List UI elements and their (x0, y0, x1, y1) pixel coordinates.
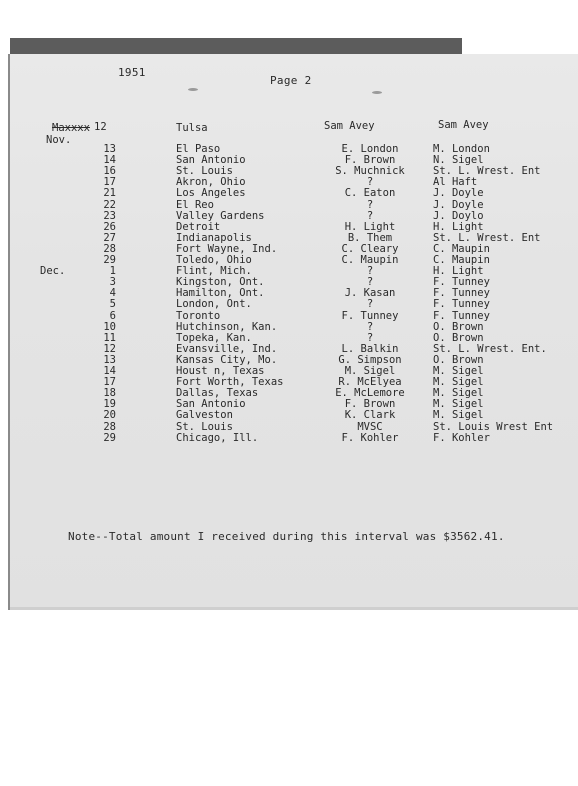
city-cell: Indianapolis (176, 231, 252, 244)
promoter-b-cell: St. L. Wrest. Ent (433, 165, 541, 178)
table-row (10, 200, 578, 211)
punch-mark (372, 91, 382, 94)
day-cell: 13 (103, 353, 116, 366)
table-row (10, 266, 578, 277)
table-row (10, 433, 578, 444)
promoter-b-cell: F. Tunney (433, 287, 490, 300)
table-row (10, 288, 578, 299)
city-cell: Kingston, Ont. (176, 276, 265, 289)
day-cell: 21 (103, 187, 116, 200)
promoter-a-cell: MVSC (357, 420, 383, 433)
table-row (10, 255, 578, 266)
promoter-a-cell: F. Kohler (341, 431, 399, 444)
promoter-b-cell: F. Kohler (433, 431, 490, 444)
table-row (10, 166, 578, 177)
promoter-b-cell: H. Light (433, 220, 484, 233)
city-cell: San Antonio (176, 398, 246, 411)
promoter-b-cell: M. Sigel (433, 398, 484, 411)
promoter-b-cell: C. Maupin (433, 242, 490, 255)
promoter-b-cell: C. Maupin (433, 254, 490, 266)
promoter-a-cell: ? (366, 331, 374, 344)
promoter-b-cell: J. Doyle (433, 187, 484, 200)
promoter-a-cell: ? (366, 209, 374, 222)
city-cell: St. Louis (176, 165, 233, 178)
table-row (10, 410, 578, 421)
day-cell: 12 (103, 342, 116, 355)
typed-page (8, 54, 578, 610)
promoter-b-cell: J. Doylo (433, 209, 484, 222)
promoter-b-cell: F. Tunney (433, 309, 490, 322)
city-cell: Topeka, Kan. (176, 331, 252, 344)
promoter-a-cell: R. McElyea (338, 376, 402, 389)
promoter-a-cell: S. Muchnick (335, 165, 405, 178)
table-row (10, 299, 578, 310)
city-cell: Dallas, Texas (176, 387, 259, 400)
day-cell: 17 (103, 176, 116, 189)
city-cell: Galveston (176, 409, 233, 422)
city-cell: Akron, Ohio (176, 176, 246, 189)
crossed-out-month: Maxxxx (52, 122, 90, 134)
punch-mark (188, 88, 198, 91)
day-cell: 5 (109, 298, 116, 311)
city-cell: St. Louis (176, 420, 233, 433)
promoter-a-cell: ? (366, 198, 374, 211)
promoter-a-cell: M. Sigel (344, 365, 396, 377)
promoter-b-cell: F. Tunney (433, 276, 490, 289)
city-cell: London, Ont. (176, 298, 252, 311)
promoter-b-cell: St. L. Wrest. Ent (433, 231, 541, 244)
promoter-a-cell: C. Eaton (344, 187, 396, 200)
table-row (10, 311, 578, 322)
day-cell: 4 (109, 287, 116, 300)
day-cell: 10 (103, 320, 116, 333)
promoter-b-cell: O. Brown (433, 320, 484, 333)
table-row (10, 277, 578, 288)
promoter-b-cell: St. L. Wrest. Ent. (433, 342, 547, 355)
city-cell: Los Angeles (176, 187, 246, 200)
city-cell: Valley Gardens (176, 209, 265, 222)
table-row (10, 355, 578, 366)
day-cell: 14 (103, 365, 116, 377)
day-cell: 6 (109, 309, 116, 322)
promoter-a-cell: ? (366, 298, 374, 311)
city-cell: Toledo, Ohio (176, 254, 252, 266)
first-day: 12 (94, 121, 107, 133)
day-cell: 13 (103, 143, 116, 155)
table-row (10, 244, 578, 255)
city-cell: Chicago, Ill. (176, 431, 259, 444)
city-cell: Flint, Mich. (176, 265, 252, 278)
promoter-a-cell: ? (366, 320, 374, 333)
promoter-b-cell: St. Louis Wrest Ent (433, 420, 554, 433)
promoter-b-cell: N. Sigel (433, 154, 484, 167)
promoter-b-cell: Al Haft (433, 176, 478, 189)
city-cell: Evansville, Ind. (176, 342, 278, 355)
page-bottom-edge (10, 607, 578, 610)
page-number: Page 2 (270, 74, 312, 87)
city-cell: El Reo (176, 198, 214, 211)
promoter-a-cell: F. Tunney (341, 309, 399, 322)
promoter-b-cell: M. London (433, 143, 490, 155)
table-row (10, 233, 578, 244)
promoter-b-cell: H. Light (433, 265, 484, 278)
city-cell: Detroit (176, 220, 221, 233)
city-cell: Fort Wayne, Ind. (176, 242, 278, 255)
promoter-a-cell: C. Cleary (341, 242, 399, 255)
promoter-a-cell: ? (366, 276, 374, 289)
table-row (10, 366, 578, 377)
day-cell: 19 (103, 398, 116, 411)
day-cell: 28 (103, 242, 116, 255)
promoter-a-cell: B. Them (347, 231, 393, 244)
day-cell: 1 (109, 265, 116, 278)
day-cell: 29 (103, 431, 116, 444)
day-cell: 18 (103, 387, 116, 400)
table-row (10, 144, 578, 155)
promoter-col-a-header: Sam Avey (324, 120, 375, 132)
table-row (10, 344, 578, 355)
table-row (10, 211, 578, 222)
city-cell: Hutchinson, Kan. (176, 320, 278, 333)
day-cell: 20 (103, 409, 116, 422)
promoter-col-b-header: Sam Avey (438, 119, 489, 131)
city-cell: Fort Worth, Texas (176, 376, 284, 389)
first-city: Tulsa (176, 122, 208, 134)
table-row (10, 388, 578, 399)
day-cell: 23 (103, 209, 116, 222)
table-row (10, 422, 578, 433)
promoter-a-cell: L. Balkin (341, 342, 399, 355)
promoter-a-cell: E. McLemore (335, 387, 405, 400)
promoter-a-cell: ? (366, 265, 374, 278)
table-row (10, 188, 578, 199)
city-cell: El Paso (176, 143, 221, 155)
month-nov: Nov. (46, 134, 72, 146)
city-cell: San Antonio (176, 154, 246, 167)
promoter-b-cell: O. Brown (433, 353, 484, 366)
table-row (10, 377, 578, 388)
table-row (10, 399, 578, 410)
day-cell: 11 (103, 331, 116, 344)
day-cell: 28 (103, 420, 116, 433)
promoter-a-cell: H. Light (344, 220, 396, 233)
city-cell: Houst n, Texas (176, 365, 265, 377)
promoter-a-cell: ? (366, 176, 374, 189)
day-cell: 22 (103, 198, 116, 211)
promoter-b-cell: O. Brown (433, 331, 484, 344)
promoter-a-cell: J. Kasan (344, 287, 396, 300)
city-cell: Hamilton, Ont. (176, 287, 265, 300)
table-row (10, 177, 578, 188)
day-cell: 27 (103, 231, 116, 244)
promoter-b-cell: J. Doyle (433, 198, 484, 211)
promoter-a-cell: F. Brown (344, 154, 396, 167)
promoter-b-cell: M. Sigel (433, 387, 484, 400)
scan-top-shadow (10, 38, 462, 54)
promoter-a-cell: G. Simpson (338, 353, 402, 366)
day-cell: 17 (103, 376, 116, 389)
day-cell: 16 (103, 165, 116, 178)
city-cell: Toronto (176, 309, 221, 322)
day-cell: 26 (103, 220, 116, 233)
day-cell: 3 (109, 276, 116, 289)
promoter-a-cell: C. Maupin (341, 254, 399, 266)
city-cell: Kansas City, Mo. (176, 353, 278, 366)
day-cell: 14 (103, 154, 116, 167)
table-row (10, 322, 578, 333)
day-cell: 29 (103, 254, 116, 266)
promoter-a-cell: F. Brown (344, 398, 396, 411)
month-cell: Dec. (40, 265, 66, 278)
total-note: Note--Total amount I received during this interval was $3562.41. (68, 530, 505, 543)
promoter-a-cell: K. Clark (344, 409, 396, 422)
promoter-a-cell: E. London (341, 143, 399, 155)
promoter-b-cell: M. Sigel (433, 409, 484, 422)
year-label: 1951 (118, 66, 146, 79)
promoter-b-cell: M. Sigel (433, 376, 484, 389)
promoter-b-cell: M. Sigel (433, 365, 484, 377)
promoter-b-cell: F. Tunney (433, 298, 490, 311)
